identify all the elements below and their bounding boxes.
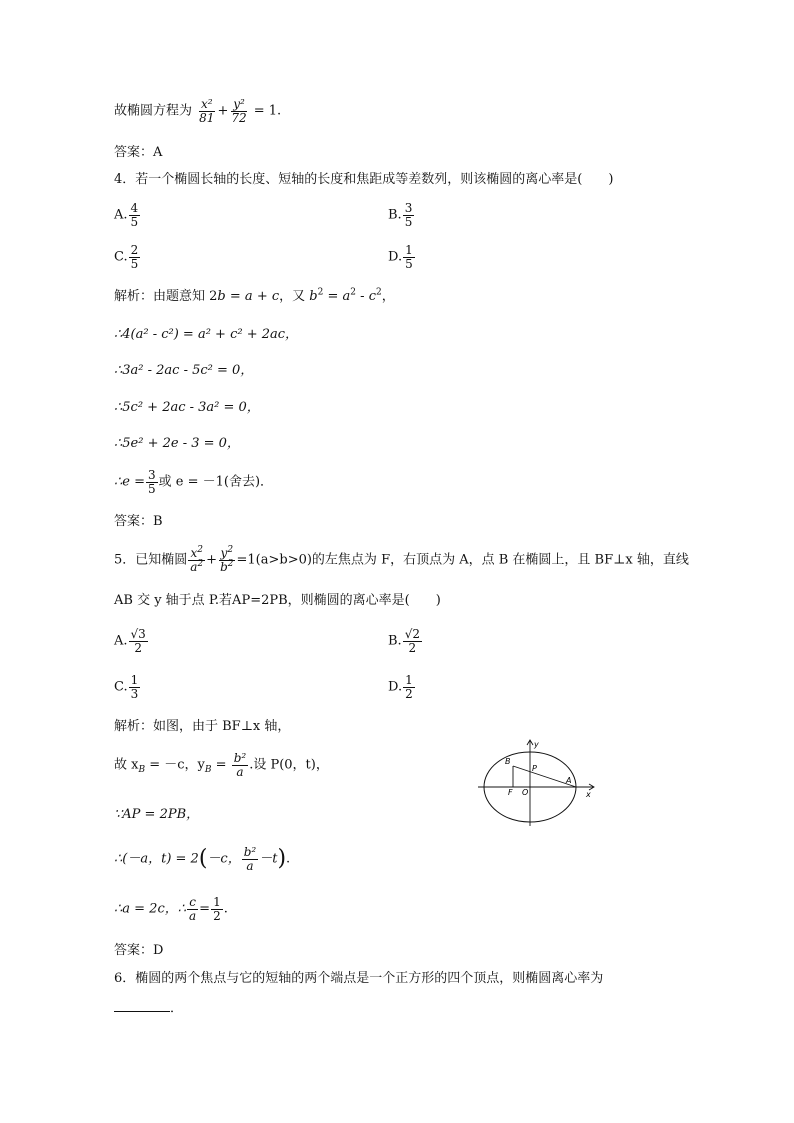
answer-blank[interactable]	[114, 1011, 170, 1012]
q4-analysis-line5: ∴5e² + 2e - 3 = 0，	[114, 436, 240, 451]
q5-stem-line2: AB 交 y 轴于点 P.若AP=2PB，则椭圆的离心率是( )	[114, 593, 441, 608]
q4-option-d: D. $\frac{1}{5}$	[388, 243, 413, 271]
q4-analysis-line3: ∴3a² - 2ac - 5c² = 0，	[114, 363, 254, 378]
q4-option-a: A. $\frac{4}{5}$	[114, 201, 139, 229]
q5-analysis-line5: ∴a = 2c，∴ $\frac{c}{a}$ = $\frac{1}{2}$ .	[114, 895, 228, 923]
q4-analysis-line2: ∴4(a² - c²) = a² + c² + 2ac，	[114, 327, 299, 342]
q3-equation: 故椭圆方程为 $\frac{\text{x²}}{81}$ + $\frac{\text{y²}}{72}$ = 1.	[114, 97, 282, 125]
fraction: $\frac{\text{y²}}{72}$	[231, 97, 247, 125]
label-a: A	[566, 776, 572, 785]
q4-option-b: B. $\frac{3}{5}$	[388, 201, 413, 229]
q5-option-c: C. $\frac{1}{3}$	[114, 673, 139, 701]
q5-analysis-line4: ∴(－a，t) = 2(－c， $\frac{\text{b²}}{a}$ －t).	[114, 845, 291, 873]
label-o: O	[522, 788, 529, 797]
q4-answer: 答案：B	[114, 514, 163, 529]
q5-analysis-line2: 故 $x_B = -c$，$y_B$ = $\frac{\text{b²}}{a}$ .设 P(0，t)，	[114, 751, 329, 779]
label-b: B	[505, 757, 511, 766]
q5-analysis-line1: 解析：如图，由于 BF⊥x 轴，	[114, 719, 291, 734]
label-x: x	[586, 790, 591, 799]
q5-option-d: D. $\frac{1}{2}$	[388, 673, 413, 701]
label-p: P	[532, 764, 537, 773]
q4-analysis-line1: 解析：由题意知 2b = a + c，又 $b^2 = a^2 - c^2$，	[114, 287, 395, 304]
q4-stem: 4．若一个椭圆长轴的长度、短轴的长度和焦距成等差数列，则该椭圆的离心率是( )	[114, 172, 614, 187]
q4-analysis-line4: ∴5c² + 2ac - 3a² = 0，	[114, 400, 260, 415]
fraction: $\frac{\text{x²}}{81}$	[199, 97, 215, 125]
q5-stem-line1: 5．已知椭圆 $\frac{x^2}{a^2}$ + $\frac{y^2}{b^2}$ =1(a>b>0)的左焦点为 F，右顶点为 A，点 B 在椭圆上，且 BF⊥x 轴，直线	[114, 545, 689, 574]
ellipse-figure	[474, 736, 598, 828]
q3-answer: 答案：A	[114, 145, 163, 160]
label-f: F	[508, 788, 513, 797]
q5-option-a: A. $\frac{√3}{2}$	[114, 627, 146, 655]
q6-stem: 6．椭圆的两个焦点与它的短轴的两个端点是一个正方形的四个顶点，则椭圆离心率为	[114, 971, 604, 986]
label-y: y	[534, 740, 539, 749]
q4-option-c: C. $\frac{2}{5}$	[114, 243, 139, 271]
q5-option-b: B. $\frac{√2}{2}$	[388, 627, 420, 655]
q5-analysis-line3: ∵AP = 2PB，	[114, 807, 200, 822]
q4-analysis-line6: ∴e = $\frac{3}{5}$ 或 e = －1(舍去)．	[114, 468, 274, 496]
q6-blank: ．	[114, 1002, 183, 1015]
q5-answer: 答案：D	[114, 943, 164, 958]
